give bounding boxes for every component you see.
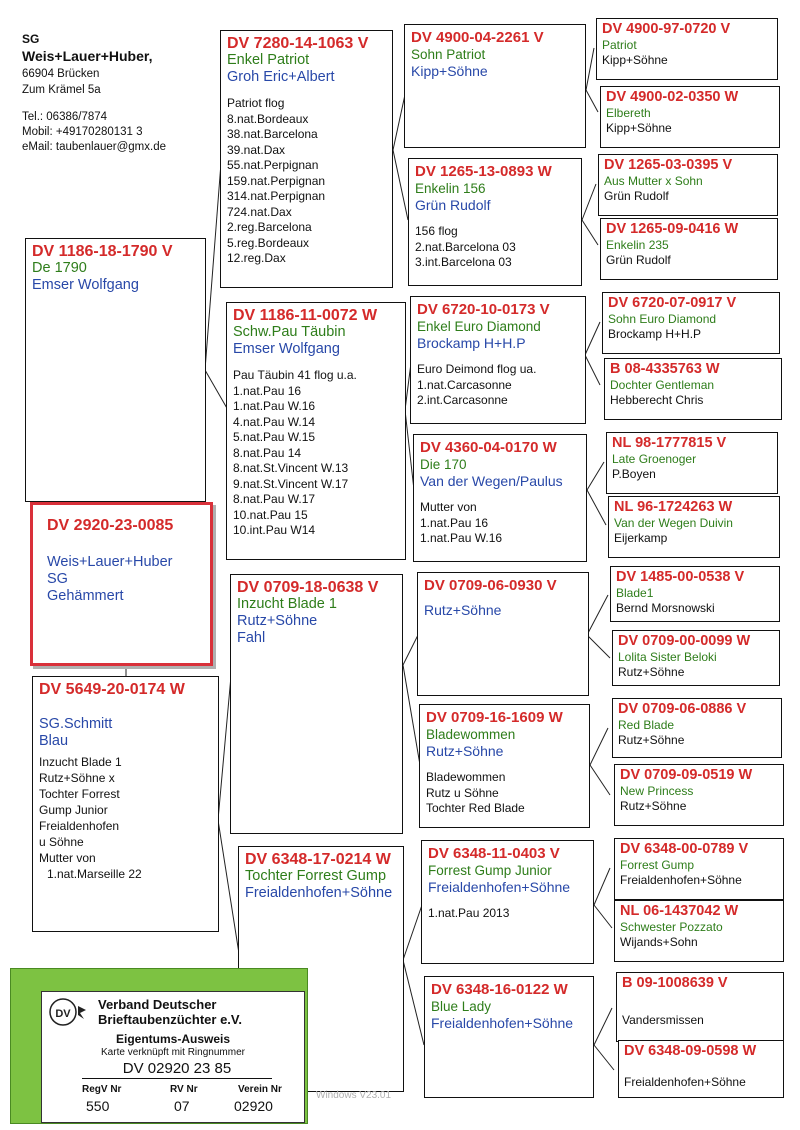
gen4-box xyxy=(618,1040,784,1098)
owner-mobil: Mobil: +49170280131 3 xyxy=(22,126,143,138)
card-title: Eigentums-Ausweis xyxy=(115,1032,231,1046)
gen4-ring: B 09-1008639 V xyxy=(622,975,728,991)
gen4-ring: NL 96-1724263 W xyxy=(614,499,733,515)
owner-street: Zum Krämel 5a xyxy=(22,84,101,96)
note-line: Pau Täubin 41 flog u.a. xyxy=(233,368,357,382)
gen4-ring: DV 6720-07-0917 V xyxy=(608,295,737,311)
note-line: 39.nat.Dax xyxy=(227,142,286,157)
gen3-ring: DV 1265-13-0893 W xyxy=(415,163,552,180)
gen4-breeder: Freialdenhofen+Söhne xyxy=(620,873,742,887)
gen3-ring: DV 6348-16-0122 W xyxy=(431,981,568,998)
regv-value: 550 xyxy=(86,1098,110,1114)
note-line: 8.nat.Bordeaux xyxy=(227,111,309,126)
gen2-notes xyxy=(233,368,399,539)
gen3-breeder: Van der Wegen/Paulus xyxy=(420,473,563,489)
note-line: 12.reg.Dax xyxy=(227,251,286,265)
gen3-box xyxy=(421,840,594,964)
gen3-ring: DV 6348-11-0403 V xyxy=(428,845,560,862)
gen4-name xyxy=(624,1060,778,1075)
note-line: 156 flog xyxy=(415,224,458,238)
ownership-card-panel xyxy=(41,991,305,1123)
gen4-box xyxy=(614,900,784,962)
gen4-breeder: Freialdenhofen+Söhne xyxy=(624,1075,746,1089)
gen4-ring: DV 6348-09-0598 W xyxy=(624,1043,757,1059)
note-line: 10.nat.Pau 15 xyxy=(233,507,308,522)
subject-box xyxy=(30,502,213,666)
note-line: 1.nat.Pau 16 xyxy=(420,515,489,530)
gen4-box xyxy=(610,566,780,622)
sire-name: De 1790 xyxy=(32,260,87,276)
card-ring-number: DV 02920 23 85 xyxy=(82,1060,272,1079)
gen4-box xyxy=(598,154,778,216)
gen4-breeder: Rutz+Söhne xyxy=(620,799,687,813)
gen4-name: Patriot xyxy=(602,38,637,52)
note-line: Rutz u Söhne xyxy=(426,785,499,800)
note-line: 724.nat.Dax xyxy=(227,204,292,219)
gen4-name: New Princess xyxy=(620,784,694,798)
gen3-box xyxy=(424,976,594,1098)
gen3-name: Forrest Gump Junior xyxy=(428,863,552,878)
gen2-color: Fahl xyxy=(237,630,266,646)
gen2-breeder: Freialdenhofen+Söhne xyxy=(245,885,393,901)
owner-tel: Tel.: 06386/7874 xyxy=(22,111,108,123)
dam-ring: DV 5649-20-0174 W xyxy=(39,681,185,698)
gen4-breeder: Grün Rudolf xyxy=(604,189,669,203)
gen2-breeder: Rutz+Söhne xyxy=(237,613,318,629)
note-line: Bladewommen xyxy=(426,770,506,784)
gen4-box xyxy=(612,630,780,686)
gen3-ring: DV 0709-06-0930 V xyxy=(424,577,557,594)
note-line: 8.nat.Pau W.17 xyxy=(233,492,316,506)
note-line: 1.nat.Pau 16 xyxy=(233,383,302,398)
gen4-ring: DV 4900-02-0350 W xyxy=(606,89,739,105)
gen3-ring: DV 0709-16-1609 W xyxy=(426,709,563,726)
note-line: 55.nat.Perpignan xyxy=(227,158,319,172)
note-line: 5.nat.Pau W.15 xyxy=(233,430,316,444)
dam-notes xyxy=(39,754,212,882)
gen4-box xyxy=(614,764,784,826)
note-line: 8.nat.Pau 14 xyxy=(233,445,302,460)
rv-value: 07 xyxy=(174,1098,190,1114)
gen4-name: Enkelin 235 xyxy=(606,238,669,252)
gen2-name: Schw.Pau Täubin xyxy=(233,324,346,340)
sire-breeder: Emser Wolfgang xyxy=(32,277,139,293)
note-line: 1.nat.Carcasonne xyxy=(417,377,512,392)
note-line: 2.reg.Barcelona xyxy=(227,220,312,234)
note-line: Tochter Forrest xyxy=(39,787,120,801)
gen3-breeder: Grün Rudolf xyxy=(415,197,491,213)
gen4-ring: DV 6348-00-0789 V xyxy=(620,841,749,857)
subject-sg: SG xyxy=(47,571,68,587)
gen2-name: Enkel Patriot xyxy=(227,52,310,68)
gen3-ring: DV 4360-04-0170 W xyxy=(420,439,557,456)
gen2-name: Inzucht Blade 1 xyxy=(237,596,337,612)
regv-label: RegV Nr xyxy=(82,1084,122,1095)
gen4-ring: NL 98-1777815 V xyxy=(612,435,727,451)
note-line: 10.int.Pau W14 xyxy=(233,523,316,537)
gen2-ring: DV 0709-18-0638 V xyxy=(237,579,379,596)
gen3-box xyxy=(404,24,586,148)
gen4-breeder: P.Boyen xyxy=(612,467,656,481)
note-line: Freialdenhofen xyxy=(39,819,120,833)
gen4-breeder: Kipp+Söhne xyxy=(606,121,672,135)
svg-text:DV: DV xyxy=(55,1008,71,1020)
gen4-breeder: Grün Rudolf xyxy=(606,253,671,267)
owner-city: 66904 Brücken xyxy=(22,68,100,80)
gen3-ring: DV 6720-10-0173 V xyxy=(417,301,550,318)
gen3-notes xyxy=(428,906,587,922)
gen3-name: Blue Lady xyxy=(431,999,492,1014)
subject-pattern: Gehämmert xyxy=(47,588,124,604)
gen3-name: Enkel Euro Diamond xyxy=(417,319,541,334)
gen4-breeder: Hebberecht Chris xyxy=(610,393,704,407)
note-line: Rutz+Söhne x xyxy=(39,771,115,785)
gen4-ring: DV 1485-00-0538 V xyxy=(616,569,745,585)
dam-color: Blau xyxy=(39,733,69,749)
ownership-card xyxy=(10,968,308,1124)
gen3-breeder: Brockamp H+H.P xyxy=(417,335,526,351)
gen4-box xyxy=(612,698,782,758)
gen4-box xyxy=(604,358,782,420)
gen4-box xyxy=(614,838,784,900)
gen4-ring: DV 0709-00-0099 W xyxy=(618,633,751,649)
note-line: Mutter von xyxy=(420,500,477,514)
gen3-name: Enkelin 156 xyxy=(415,181,486,196)
note-line: 314.nat.Perpignan xyxy=(227,189,326,203)
gen4-ring: DV 0709-06-0886 V xyxy=(618,701,747,717)
gen2-name: Tochter Forrest Gump xyxy=(245,868,387,884)
gen4-box xyxy=(606,432,778,494)
note-line: 2.nat.Barcelona 03 xyxy=(415,239,516,254)
gen4-breeder: Wijands+Sohn xyxy=(620,935,698,949)
note-line: 8.nat.St.Vincent W.13 xyxy=(233,461,349,475)
association-logo-icon xyxy=(48,996,90,1028)
gen4-name: Schwester Pozzato xyxy=(620,920,723,934)
gen2-breeder: Emser Wolfgang xyxy=(233,341,340,357)
rv-label: RV Nr xyxy=(170,1084,198,1095)
gen2-notes xyxy=(227,96,386,267)
gen3-ring: DV 4900-04-2261 V xyxy=(411,29,544,46)
owner-info xyxy=(22,32,166,155)
note-line: Patriot flog xyxy=(227,96,285,110)
gen3-box xyxy=(419,704,590,828)
note-line: 38.nat.Barcelona xyxy=(227,127,318,141)
gen4-box xyxy=(600,218,778,280)
subject-ring: DV 2920-23-0085 xyxy=(47,517,174,534)
gen4-name: Lolita Sister Beloki xyxy=(618,650,717,664)
gen2-ring: DV 6348-17-0214 W xyxy=(245,851,391,868)
gen4-breeder: Rutz+Söhne xyxy=(618,733,685,747)
gen2-ring: DV 1186-11-0072 W xyxy=(233,307,378,324)
note-line: Mutter von xyxy=(39,851,96,865)
gen4-box xyxy=(608,496,780,558)
gen2-box xyxy=(230,574,403,834)
gen4-name: Aus Mutter x Sohn xyxy=(604,174,703,188)
gen4-breeder: Vandersmissen xyxy=(622,1013,704,1027)
gen3-notes xyxy=(426,770,583,817)
gen4-breeder: Brockamp H+H.P xyxy=(608,327,702,341)
gen3-breeder: Freialdenhofen+Söhne xyxy=(431,1015,574,1031)
gen2-box xyxy=(226,302,406,560)
gen3-name: Sohn Patriot xyxy=(411,47,486,62)
gen3-name: Bladewommen xyxy=(426,727,516,742)
note-line: 9.nat.St.Vincent W.17 xyxy=(233,476,349,491)
note-line: Tochter Red Blade xyxy=(426,801,525,815)
gen4-box xyxy=(616,972,784,1042)
note-line: Euro Deimond flog ua. xyxy=(417,362,537,376)
owner-email: eMail: taubenlauer@gmx.de xyxy=(22,141,167,153)
gen4-name: Van der Wegen Duivin xyxy=(614,516,733,530)
note-line: u Söhne xyxy=(39,835,84,849)
gen4-breeder: Bernd Morsnowski xyxy=(616,601,715,615)
verein-label: Verein Nr xyxy=(238,1084,282,1095)
gen4-ring: DV 1265-09-0416 W xyxy=(606,221,739,237)
note-line: 5.reg.Bordeaux xyxy=(227,235,310,250)
gen4-name: Blade1 xyxy=(616,586,654,600)
gen4-ring: B 08-4335763 W xyxy=(610,361,720,377)
gen3-breeder: Kipp+Söhne xyxy=(411,63,488,79)
note-line: 2.int.Carcasonne xyxy=(417,393,508,407)
note-line: 1.nat.Pau 2013 xyxy=(428,906,510,920)
card-subtitle: Karte verknüpft mit Ringnummer xyxy=(101,1047,245,1058)
gen4-breeder: Rutz+Söhne xyxy=(618,665,685,679)
gen3-breeder: Freialdenhofen+Söhne xyxy=(428,879,571,895)
gen4-ring: DV 1265-03-0395 V xyxy=(604,157,733,173)
gen3-box xyxy=(408,158,582,286)
gen4-ring: DV 4900-97-0720 V xyxy=(602,21,731,37)
sire-box xyxy=(25,238,206,502)
gen4-name: Forrest Gump xyxy=(620,858,695,872)
gen4-box xyxy=(596,18,778,80)
gen4-name: Sohn Euro Diamond xyxy=(608,312,717,326)
gen4-ring: NL 06-1437042 W xyxy=(620,903,739,919)
gen2-box xyxy=(220,30,393,288)
gen3-box xyxy=(417,572,589,696)
gen3-notes xyxy=(420,500,580,547)
gen3-breeder: Rutz+Söhne xyxy=(424,602,502,618)
note-line: 1.nat.Pau W.16 xyxy=(233,399,316,413)
note-line: Inzucht Blade 1 xyxy=(39,755,122,769)
gen3-notes xyxy=(417,362,579,409)
gen4-name: Dochter Gentleman xyxy=(610,378,715,392)
verein-value: 02920 xyxy=(234,1098,273,1114)
gen4-box xyxy=(602,292,780,354)
gen4-name: Elbereth xyxy=(606,106,651,120)
gen2-ring: DV 7280-14-1063 V xyxy=(227,35,369,52)
gen3-box xyxy=(410,296,586,424)
gen4-name: Red Blade xyxy=(618,718,675,732)
gen2-breeder: Groh Eric+Albert xyxy=(227,69,335,85)
gen3-name: Die 170 xyxy=(420,457,467,472)
gen4-name xyxy=(622,992,778,1007)
gen4-breeder: Kipp+Söhne xyxy=(602,53,668,67)
owner-name: Weis+Lauer+Huber, xyxy=(22,48,153,64)
note-line: 1.nat.Marseille 22 xyxy=(47,867,142,881)
subject-breeder: Weis+Lauer+Huber xyxy=(47,554,173,570)
owner-title: SG xyxy=(22,32,40,46)
gen3-box xyxy=(413,434,587,562)
note-line: 1.nat.Pau W.16 xyxy=(420,531,503,545)
gen4-name: Late Groenoger xyxy=(612,452,697,466)
note-line: 159.nat.Perpignan xyxy=(227,173,326,188)
association-name: Verband Deutscher Brieftaubenzüchter e.V. xyxy=(98,997,243,1027)
gen3-notes xyxy=(415,224,575,271)
dam-breeder: SG.Schmitt xyxy=(39,716,113,732)
note-line: 4.nat.Pau W.14 xyxy=(233,414,316,429)
watermark: Windows V23.01 xyxy=(316,1090,392,1101)
note-line: 3.int.Barcelona 03 xyxy=(415,255,512,269)
gen4-ring: DV 0709-09-0519 W xyxy=(620,767,753,783)
gen4-breeder: Eijerkamp xyxy=(614,531,668,545)
gen4-box xyxy=(600,86,780,148)
note-line: Gump Junior xyxy=(39,803,108,817)
gen3-breeder: Rutz+Söhne xyxy=(426,743,504,759)
dam-box xyxy=(32,676,219,932)
sire-ring: DV 1186-18-1790 V xyxy=(32,243,173,260)
